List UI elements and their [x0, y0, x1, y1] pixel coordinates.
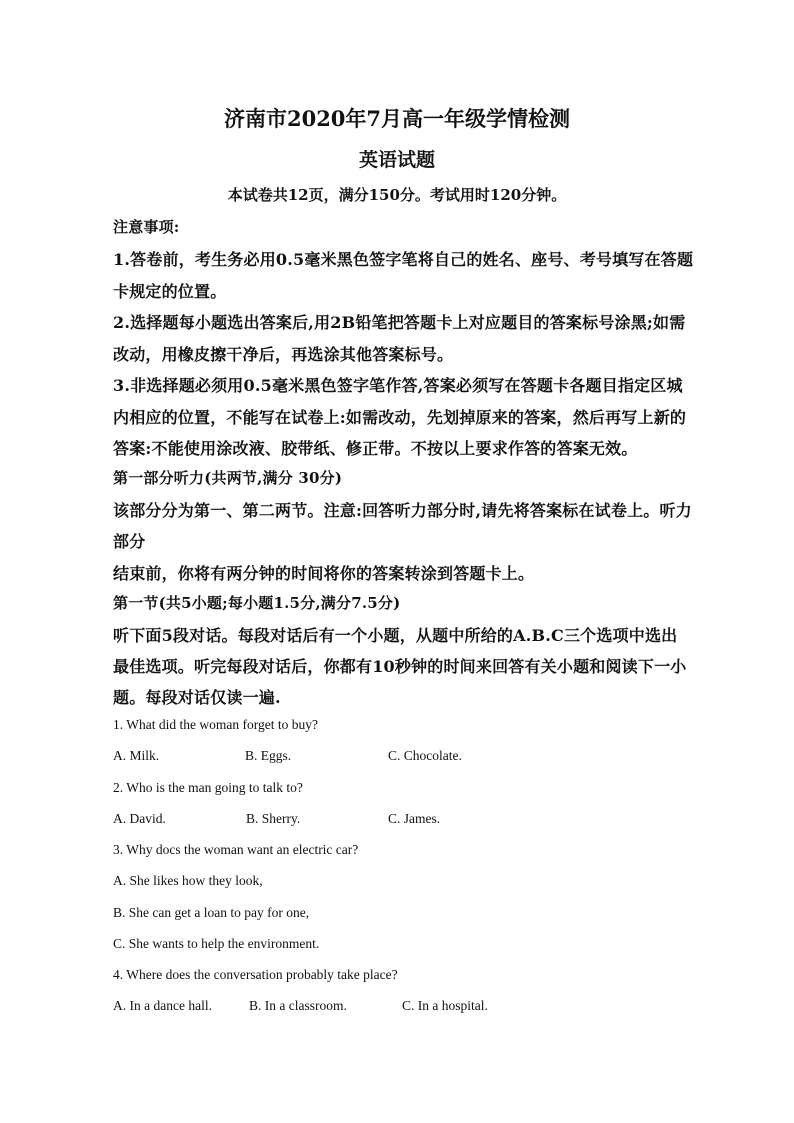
question-stem: 4. Where does the conversation probably take place?	[113, 967, 398, 982]
notes-line: 2.选择题每小题选出答案后,用2B铅笔把答题卡上对应题目的答案标号涂黑;如需	[113, 313, 686, 332]
option-b: B. She can get a loan to pay for one,	[113, 905, 310, 920]
option-c: C. James.	[388, 811, 441, 826]
section1-line: 最佳选项。听完每段对话后，你都有10秒钟的时间来回答有关小题和阅读下一小	[113, 657, 687, 676]
option-a: A. David.	[113, 811, 166, 826]
notes-heading: 注意事项:	[113, 218, 180, 236]
exam-title: 济南市2020年7月高一年级学情检测	[223, 106, 571, 131]
section1-heading: 第一节(共5小题;每小题1.5分,满分7.5分)	[113, 594, 401, 612]
part1-line: 结束前，你将有两分钟的时间将你的答案转涂到答题卡上。	[113, 564, 535, 583]
exam-subtitle: 英语试题	[358, 149, 435, 171]
option-c: C. In a hospital.	[402, 998, 488, 1013]
notes-line: 答案:不能使用涂改液、胶带纸、修正带。不按以上要求作答的答案无效。	[113, 439, 638, 458]
notes-line: 1.答卷前，考生务必用0.5毫米黑色签字笔将自己的姓名、座号、考号填写在答题	[113, 250, 694, 269]
exam-info: 本试卷共12页，满分150分。考试用时120分钟。	[227, 186, 567, 204]
section1-line: 听下面5段对话。每段对话后有一个小题，从题中所给的A.B.C三个选项中选出	[113, 626, 678, 645]
part1-line: 该部分分为第一、第二两节。注意:回答听力部分时,请先将答案标在试卷上。听力	[113, 501, 692, 520]
notes-line: 卡规定的位置。	[113, 282, 227, 301]
option-a: A. She likes how they look,	[113, 873, 263, 888]
option-c: C. She wants to help the environment.	[113, 936, 320, 951]
option-b: B. Eggs.	[245, 748, 292, 763]
notes-line: 内相应的位置，不能写在试卷上:如需改动，先划掉原来的答案，然后再写上新的	[113, 408, 687, 427]
option-b: B. Sherry.	[246, 811, 301, 826]
section1-line: 题。每段对话仅读一遍.	[113, 688, 281, 707]
option-c: C. Chocolate.	[388, 748, 462, 763]
option-b: B. In a classroom.	[249, 998, 347, 1013]
question-stem: 1. What did the woman forget to buy?	[113, 717, 318, 732]
question-stem: 3. Why docs the woman want an electric car?	[113, 842, 359, 857]
option-a: A. Milk.	[113, 748, 160, 763]
option-a: A. In a dance hall.	[113, 998, 212, 1013]
part1-heading: 第一部分听力(共两节,满分 30分)	[113, 469, 343, 487]
notes-line: 改动，用橡皮擦干净后，再选涂其他答案标号。	[113, 345, 454, 364]
notes-line: 3.非选择题必须用0.5毫米黑色签字笔作答,答案必须写在答题卡各题目指定区城	[113, 376, 683, 395]
question-stem: 2. Who is the man going to talk to?	[113, 780, 303, 795]
part1-line: 部分	[113, 532, 146, 551]
